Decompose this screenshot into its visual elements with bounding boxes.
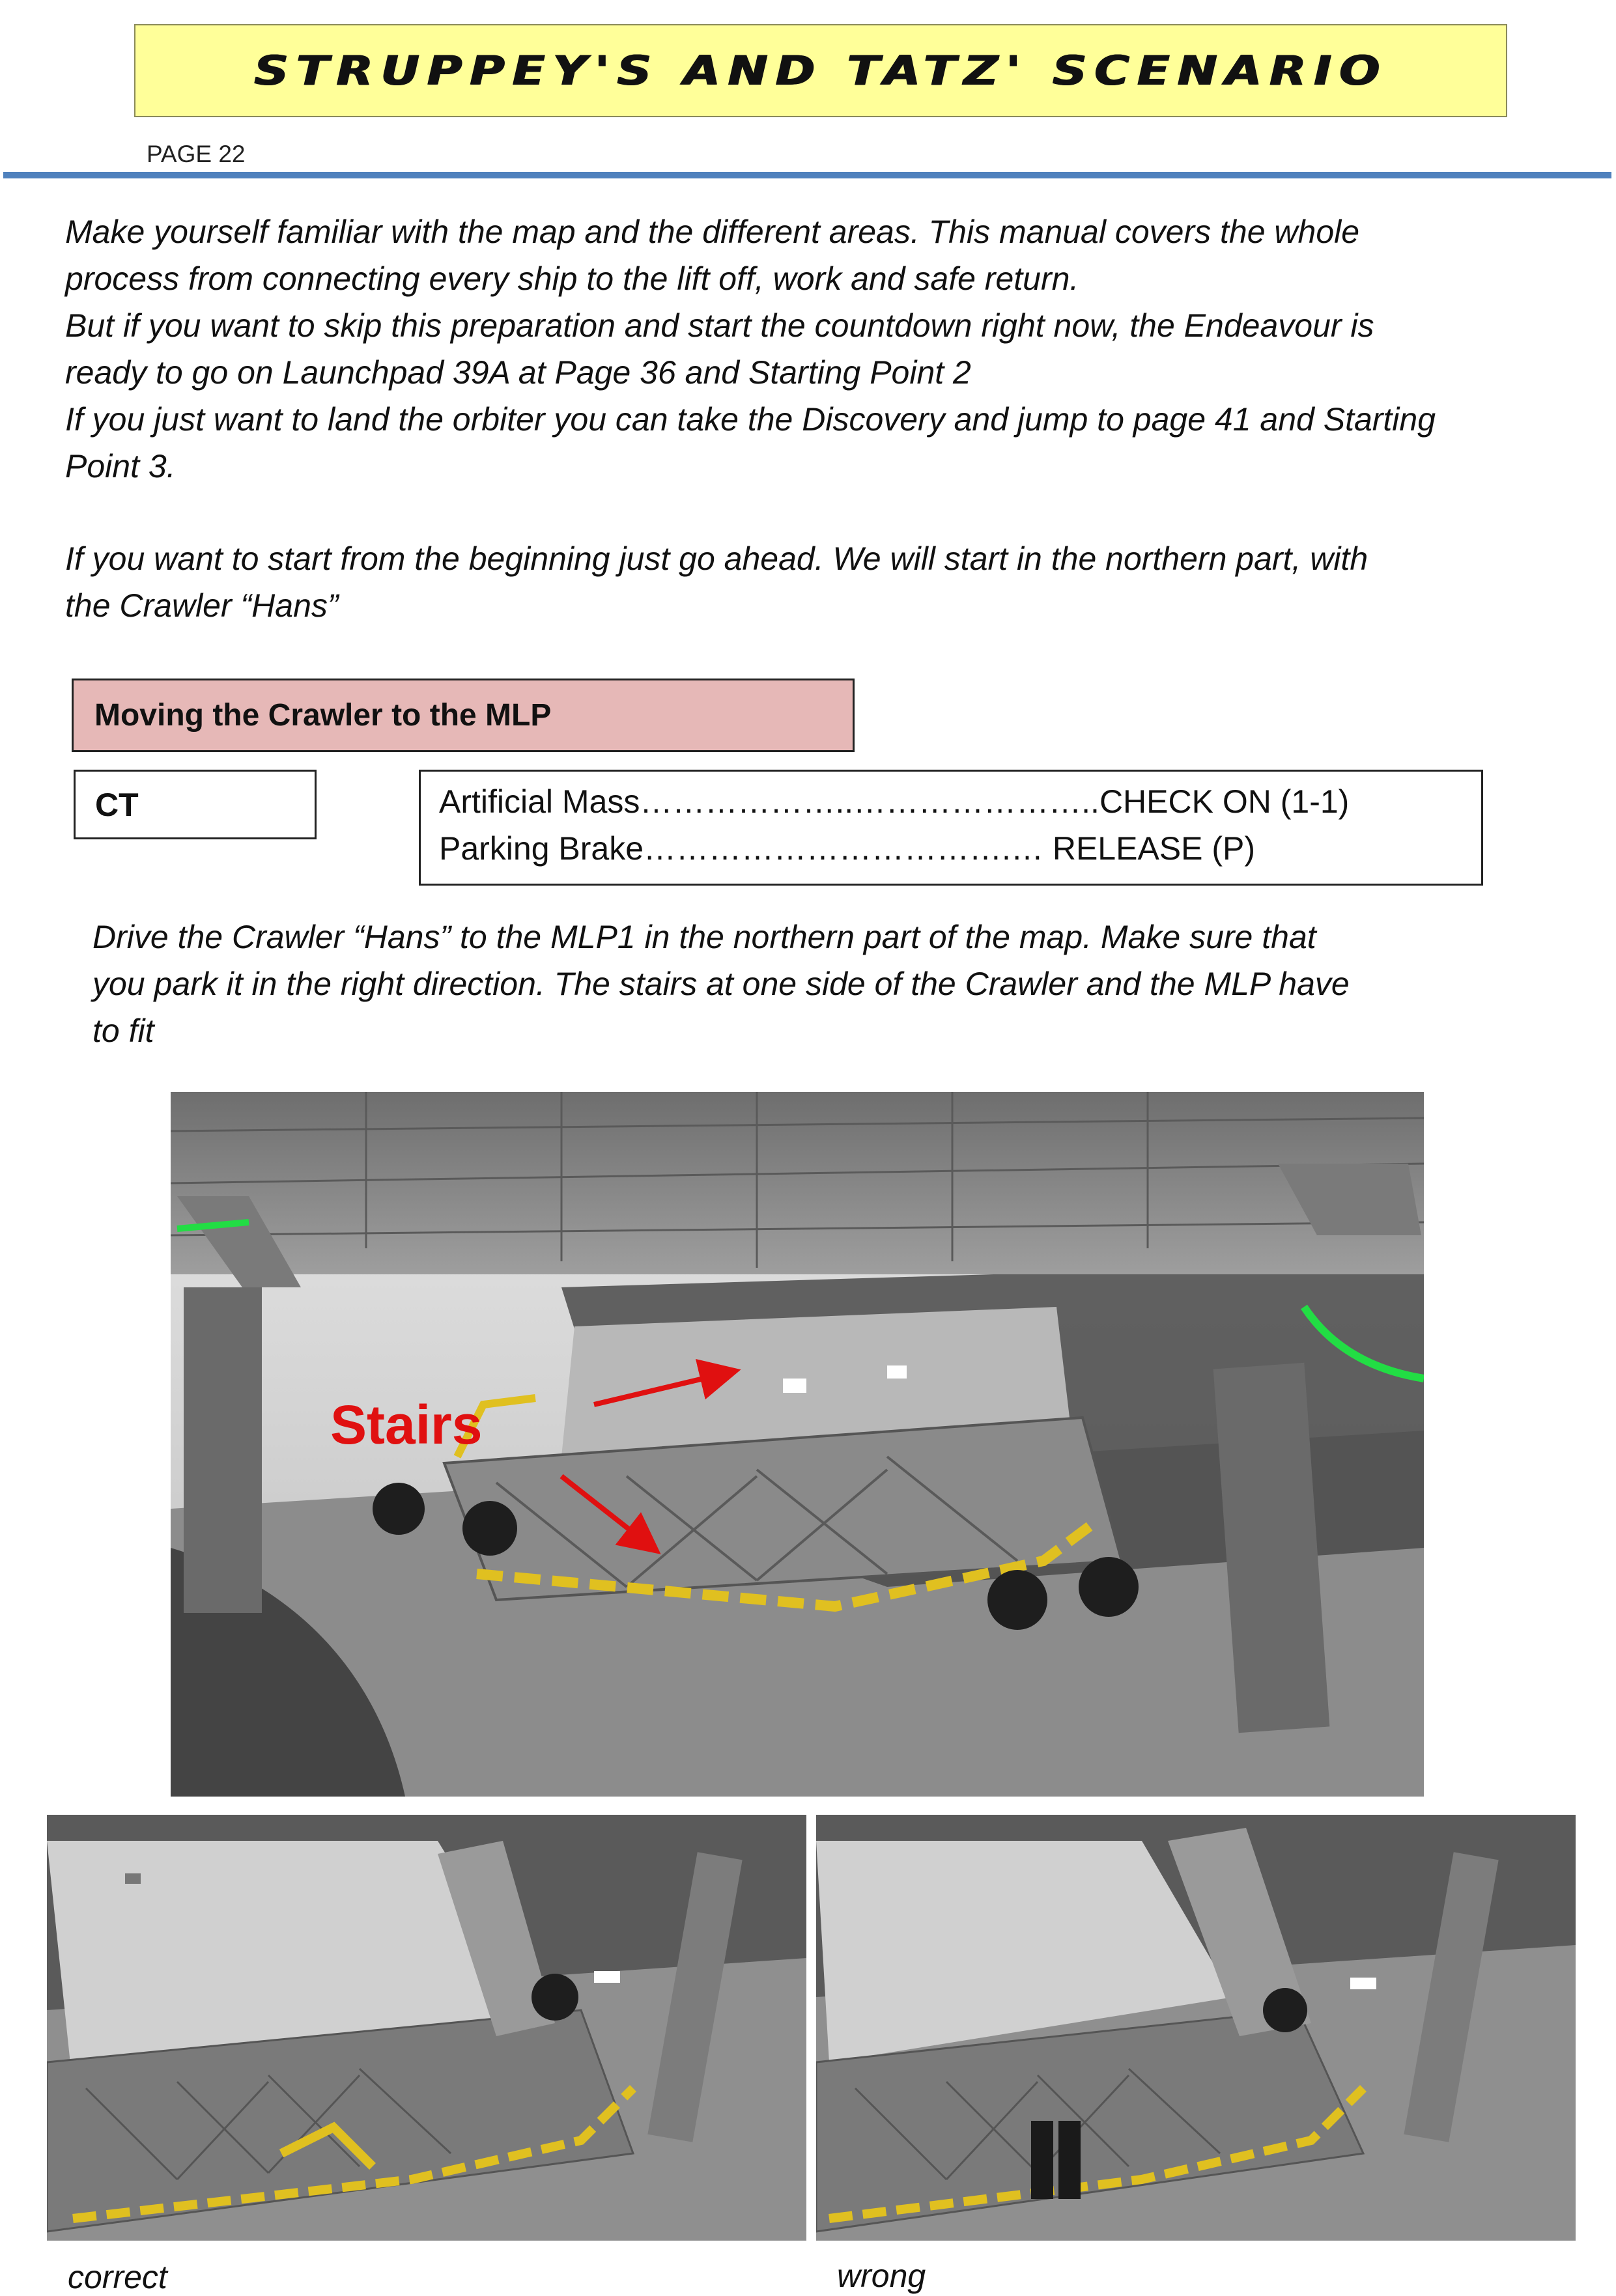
checklist-item-dots: ………………..………………….. <box>640 783 1099 820</box>
correct-screenshot <box>47 1815 806 2241</box>
checklist-item-name: Parking Brake <box>439 830 644 867</box>
section-title: Moving the Crawler to the MLP <box>94 698 552 733</box>
wrong-screenshot <box>816 1815 1576 2241</box>
checklist-item-action: RELEASE (P) <box>1043 830 1256 867</box>
checklist-box <box>419 770 1483 886</box>
instruction-paragraph <box>92 914 1591 1054</box>
start-paragraph <box>65 535 1563 629</box>
intro-paragraph <box>65 208 1563 490</box>
section-heading <box>72 679 855 752</box>
station-label: CT <box>95 786 139 823</box>
instruction-line: Drive the Crawler “Hans” to the MLP1 in the northern part of the map. Make sure that <box>92 919 1316 955</box>
checklist-item-action: CHECK ON (1-1) <box>1099 783 1350 820</box>
intro-line: If you just want to land the orbiter you can take the Discovery and jump to page 41 and Starting <box>65 401 1436 438</box>
start-line: If you want to start from the beginning just go ahead. We will start in the northern part, with <box>65 540 1368 577</box>
instruction-line: you park it in the right direction. The stairs at one side of the Crawler and the MLP have <box>92 966 1350 1002</box>
intro-line: Make yourself familiar with the map and the different areas. This manual covers the whole <box>65 214 1360 250</box>
checklist-item-name: Artificial Mass <box>439 783 640 820</box>
intro-line: But if you want to skip this preparation and start the countdown right now, the Endeavour is <box>65 307 1374 344</box>
checklist-item-dots: …………………………….… <box>644 830 1043 867</box>
page-number: PAGE 22 <box>147 141 246 167</box>
intro-line: Point 3. <box>65 448 176 484</box>
correct-caption: correct <box>68 2259 167 2295</box>
header-divider <box>3 172 1611 178</box>
instruction-line: to fit <box>92 1013 154 1049</box>
station-box <box>74 770 317 839</box>
intro-line: ready to go on Launchpad 39A at Page 36 and Starting Point 2 <box>65 354 971 391</box>
wrong-caption: wrong <box>837 2258 926 2294</box>
start-line: the Crawler “Hans” <box>65 587 339 624</box>
checklist-item <box>439 778 1481 825</box>
checklist-item <box>439 825 1481 872</box>
intro-line: process from connecting every ship to the lift off, work and safe return. <box>65 260 1079 297</box>
document-title: STRUPPEY'S AND TATZ' SCENARIO <box>254 47 1387 94</box>
crawler-screenshot <box>171 1092 1424 1797</box>
header-banner <box>134 24 1507 117</box>
stairs-label: Stairs <box>330 1394 483 1455</box>
